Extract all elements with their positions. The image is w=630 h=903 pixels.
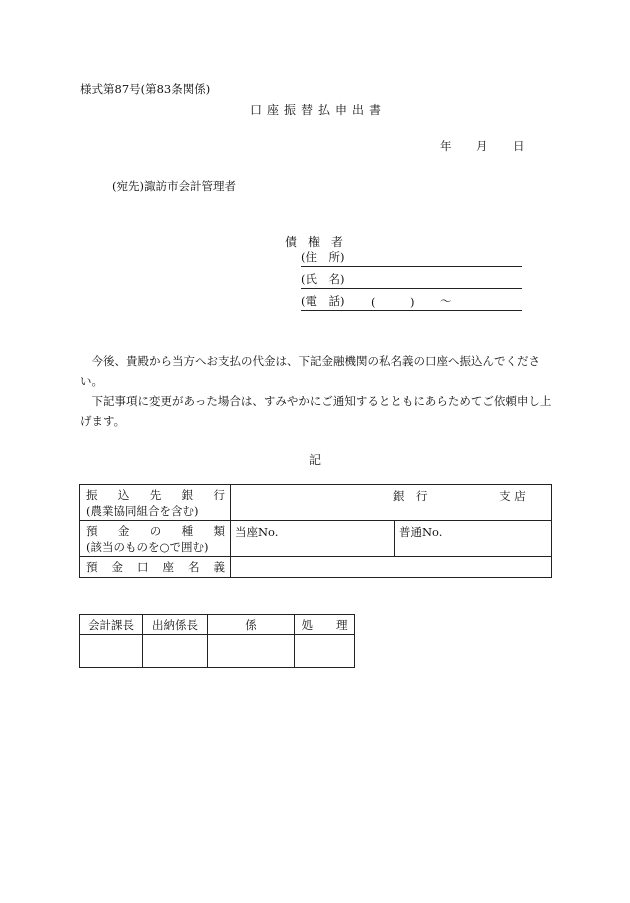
stamp-header-processing: 処 理 (295, 615, 355, 635)
paragraph-2: 下記事項に変更があった場合は、すみやかにご通知するとともにあらためてご依頼申し上げます。 (80, 394, 552, 428)
request-paragraph (80, 351, 554, 391)
deposit-type-sub: (該当のものを○で囲む) (86, 539, 209, 554)
bank-label: 振 込 先 銀 行 (86, 487, 225, 502)
stamp-box-accounting-chief[interactable] (80, 635, 143, 668)
form-code: 様式第87号(第83条関係) (80, 82, 211, 96)
date-day-label: 日 (513, 139, 525, 153)
stamp-box-staff[interactable] (208, 635, 295, 668)
bank-account-table (79, 484, 552, 578)
deposit-type-label-cell (80, 521, 231, 557)
stamp-box-cashier-chief[interactable] (143, 635, 208, 668)
deposit-type-label: 預 金 の 種 類 (86, 523, 225, 538)
current-account-cell[interactable] (231, 521, 395, 557)
address-field[interactable] (301, 250, 522, 267)
paragraph-1: 今後、貴殿から当方へお支払の代金は、下記金融機関の私名義の口座へ振込んでください。 (80, 354, 540, 388)
name-label: (氏 名) (301, 272, 345, 286)
bank-input-cell[interactable] (231, 485, 552, 521)
addressee: (宛先)諏訪市会計管理者 (112, 179, 236, 193)
phone-paren-close: ) (410, 295, 415, 309)
date-year-label: 年 (440, 139, 452, 153)
stamp-header-accounting-chief: 会計課長 (80, 615, 143, 635)
name-field[interactable] (301, 272, 522, 289)
branch-suffix: 支 店 (499, 489, 526, 503)
account-holder-label-cell (80, 557, 231, 578)
phone-field[interactable] (301, 294, 522, 311)
phone-tilde: ～ (440, 294, 452, 308)
notice-paragraph (80, 391, 554, 431)
ki-heading: 記 (308, 453, 321, 467)
phone-label: (電 話) (301, 294, 345, 308)
approval-stamp-table (79, 614, 355, 668)
bank-label-cell (80, 485, 231, 521)
ordinary-account-label: 普通No. (399, 525, 443, 539)
bank-label-sub: (農業協同組合を含む) (86, 503, 199, 518)
current-account-label: 当座No. (235, 525, 279, 539)
phone-paren-open: ( (371, 295, 376, 309)
stamp-header-cashier-chief: 出納係長 (143, 615, 208, 635)
ordinary-account-cell[interactable] (395, 521, 552, 557)
address-label: (住 所) (301, 250, 345, 264)
stamp-box-processing[interactable] (295, 635, 355, 668)
date-month-label: 月 (476, 139, 488, 153)
stamp-header-staff: 係 (208, 615, 295, 635)
document-title: 口座振替払申出書 (249, 103, 386, 117)
account-holder-label: 預 金 口 座 名 義 (86, 560, 225, 574)
creditor-heading: 債権者 (285, 235, 355, 249)
bank-suffix: 銀 行 (393, 489, 428, 503)
account-holder-input-cell[interactable] (231, 557, 552, 578)
date-row (440, 138, 525, 154)
